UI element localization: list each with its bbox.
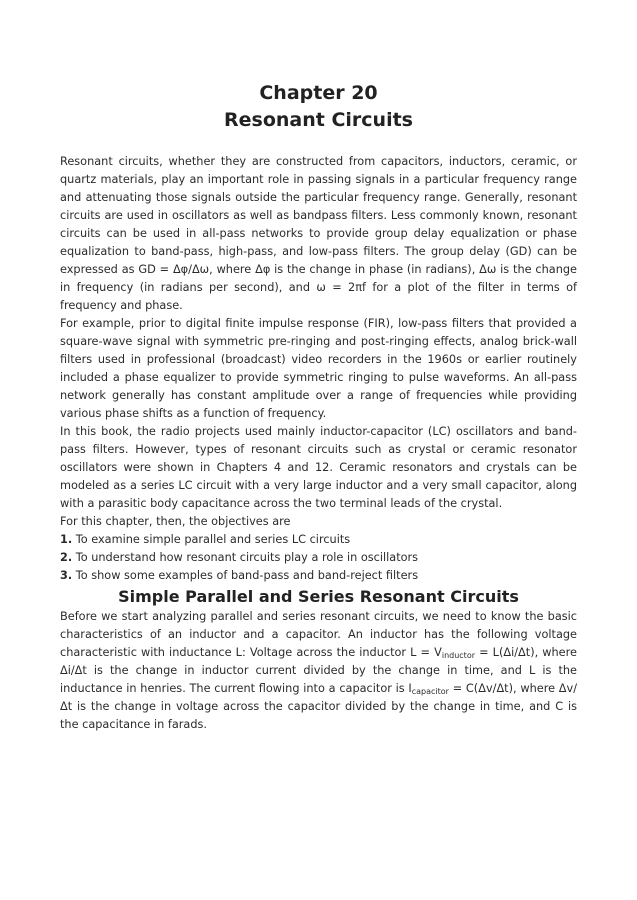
section-text-part-1: Before we start analyzing parallel and series resonant circuits, we need to know the basic characteristics of an inductor and a capacitor. An inductor has the following voltage characteristic with inductance L: Voltage across the inductor L = V [60, 610, 577, 659]
book-context-paragraph: In this book, the radio projects used mainly inductor-capacitor (LC) oscillators and band-pass filters. However, types of resonant circuits such as crystal or ceramic resonator oscillators were shown in Chapters 4 and 12. Ceramic resonators and crystals can be modeled as a series LC circuit with a very large inductor and a very small capacitor, along with a parasitic body capacitance across the two terminal leads of the crystal. [60, 425, 577, 510]
list-item-number: 3. [60, 569, 73, 582]
body-text [60, 153, 577, 734]
chapter-number: Chapter 20 [259, 82, 378, 104]
objectives-list [60, 531, 577, 585]
intro-paragraph: Resonant circuits, whether they are constructed from capacitors, inductors, ceramic, or quartz materials, play an important role in passing signals in a particular frequency range and attenuating those signals outside the particular frequency range. Generally, resonant circuits are used in oscillators as well as bandpass filters. Less commonly known, resonant circuits can be used in all-pass networks to provide group delay equalization or phase equalization to band-pass, high-pass, and low-pass filters. The group delay (GD) can be expressed as GD = Δφ/Δω, where Δφ is the change in phase (in radians), Δω is the change in frequency (in radians per second), and ω = 2πf for a plot of the filter in terms of frequency and phase. [60, 155, 577, 312]
list-item [60, 549, 577, 567]
section-paragraph [60, 608, 577, 734]
list-item-text: To show some examples of band-pass and band-reject filters [75, 569, 419, 582]
list-item-text: To understand how resonant circuits play a role in oscillators [75, 551, 419, 564]
section-heading: Simple Parallel and Series Resonant Circuits [118, 587, 519, 606]
list-item [60, 531, 577, 549]
example-paragraph: For example, prior to digital finite impulse response (FIR), low-pass filters that provided a square-wave signal with symmetric pre-ringing and post-ringing effects, analog brick-wall filters used in professional (broadcast) video recorders in the 1960s or earlier routinely included a phase equalizer to provide symmetric ringing to pulse waveforms. An all-pass network generally has constant amplitude over a range of frequencies while providing various phase shifts as a function of frequency. [60, 317, 577, 420]
section-text-part-2: = L(Δi/Δt), where Δi/Δt is the change in inductor current divided by the change in time, and L is the inductance in henries. The current flowing into a capacitor is I [60, 646, 577, 695]
list-item-text: To examine simple parallel and series LC circuits [75, 533, 351, 546]
inductor-subscript: inductor [441, 651, 476, 660]
list-item-number: 1. [60, 533, 73, 546]
objectives-intro: For this chapter, then, the objectives are [60, 515, 291, 528]
capacitor-subscript: capacitor [411, 687, 449, 696]
section-text-part-3: = C(Δv/Δt), where Δv/Δt is the change in voltage across the capacitor divided by the change in time, and C is the capacitance in farads. [60, 682, 578, 731]
chapter-title: Resonant Circuits [224, 109, 413, 131]
list-item [60, 567, 577, 585]
list-item-number: 2. [60, 551, 73, 564]
